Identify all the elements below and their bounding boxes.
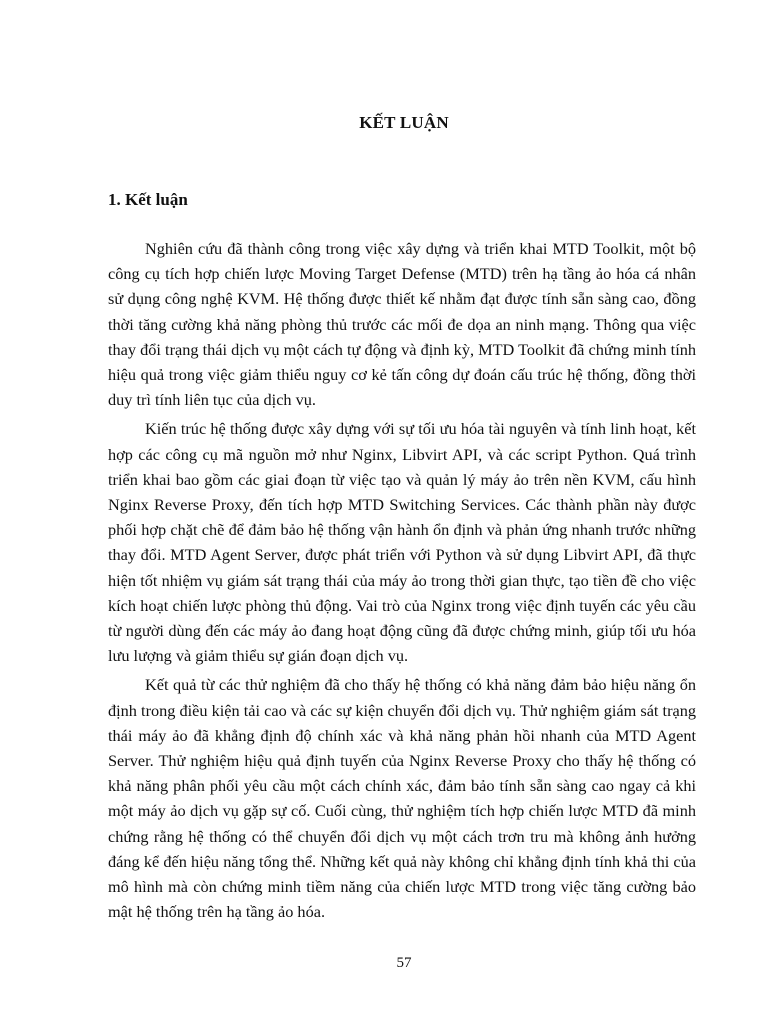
body-text [108, 236, 696, 928]
paragraph: Kết quả từ các thử nghiệm đã cho thấy hệ thống có khả năng đảm bảo hiệu năng ổn định trong điều kiện tải cao và các sự kiện chuyển đổi dịch vụ. Thử nghiệm giám sát trạng thái máy ảo đã khẳng định độ chính xác và khả năng phản hồi nhanh của MTD Agent Server. Thử nghiệm hiệu quả định tuyến của Nginx Reverse Proxy cho thấy hệ thống có khả năng phân phối yêu cầu một cách chính xác, đảm bảo tính sẵn sàng cao ngay cả khi một máy ảo dịch vụ gặp sự cố. Cuối cùng, thử nghiệm tích hợp chiến lược MTD đã minh chứng rằng hệ thống có thể chuyển đổi dịch vụ một cách trơn tru mà không ảnh hưởng đáng kể đến hiệu năng tổng thể. Những kết quả này không chỉ khẳng định tính khả thi của mô hình mà còn chứng minh tiềm năng của chiến lược MTD trong việc tăng cường bảo mật hệ thống trên hạ tầng ảo hóa. [108, 675, 696, 922]
page-number: 57 [396, 955, 412, 971]
paragraph: Nghiên cứu đã thành công trong việc xây dựng và triển khai MTD Toolkit, một bộ công cụ tích hợp chiến lược Moving Target Defense (MTD) trên hạ tầng ảo hóa cá nhân sử dụng công nghệ KVM. Hệ thống được thiết kế nhằm đạt được tính sẵn sàng cao, đồng thời tăng cường khả năng phòng thủ trước các mối đe dọa an ninh mạng. Thông qua việc thay đổi trạng thái dịch vụ một cách tự động và định kỳ, MTD Toolkit đã chứng minh tính hiệu quả trong việc giảm thiểu nguy cơ kẻ tấn công dự đoán cấu trúc hệ thống, đồng thời duy trì tính liên tục của dịch vụ. [108, 239, 696, 410]
paragraph: Kiến trúc hệ thống được xây dựng với sự tối ưu hóa tài nguyên và tính linh hoạt, kết hợp các công cụ mã nguồn mở như Nginx, Libvirt API, và các script Python. Quá trình triển khai bao gồm các giai đoạn từ việc tạo và quản lý máy ảo trên nền KVM, cấu hình Nginx Reverse Proxy, đến tích hợp MTD Switching Services. Các thành phần này được phối hợp chặt chẽ để đảm bảo hệ thống vận hành ổn định và phản ứng nhanh trước những thay đổi. MTD Agent Server, được phát triển với Python và sử dụng Libvirt API, đã thực hiện tốt nhiệm vụ giám sát trạng thái của máy ảo trong thời gian thực, tạo tiền đề cho việc kích hoạt chiến lược phòng thủ động. Vai trò của Nginx trong việc định tuyến các yêu cầu từ người dùng đến các máy ảo đang hoạt động cũng đã được chứng minh, giúp tối ưu hóa lưu lượng và giảm thiểu sự gián đoạn dịch vụ. [108, 419, 696, 666]
chapter-title: KẾT LUẬN [359, 113, 449, 132]
section-heading: 1. Kết luận [108, 190, 188, 209]
